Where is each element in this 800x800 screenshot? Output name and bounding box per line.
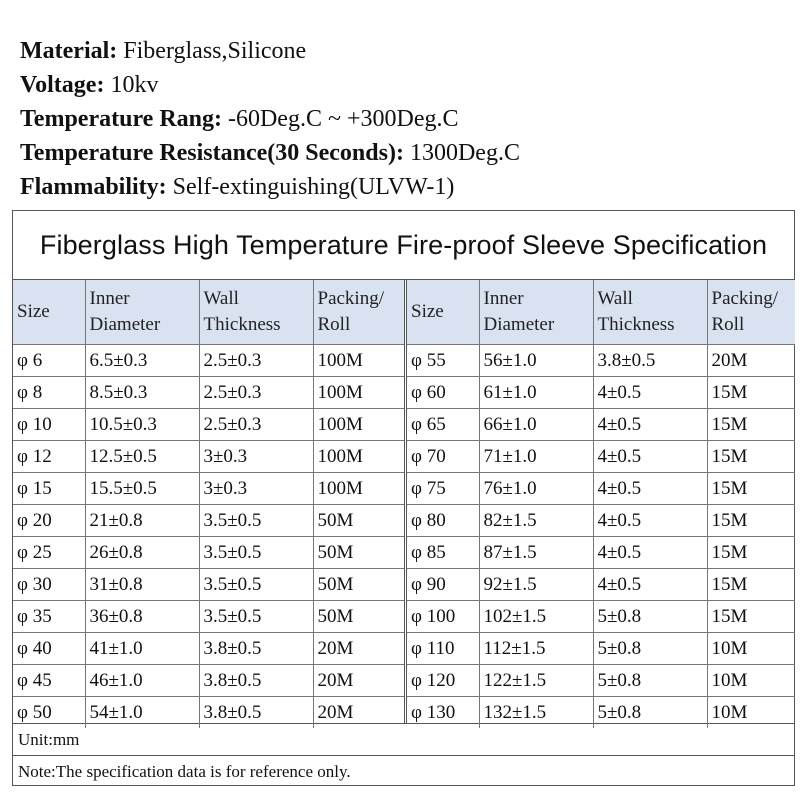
table-row [13,345,404,377]
cell-packing: 15M [707,505,795,537]
cell-inner-diameter: 82±1.5 [479,505,593,537]
left-table-body [13,345,404,729]
cell-packing: 20M [313,633,404,665]
cell-packing: 100M [313,473,404,505]
table-row [13,601,404,633]
cell-inner-diameter: 132±1.5 [479,697,593,729]
table-header-row [407,280,795,345]
table-row [407,377,795,409]
cell-packing: 50M [313,569,404,601]
table-header-row [13,280,404,345]
property-value: -60Deg.C ~ +300Deg.C [227,106,459,132]
cell-wall-thickness: 3±0.3 [199,473,313,505]
property-label: Temperature Resistance(30 Seconds): [20,140,404,166]
cell-packing: 15M [707,601,795,633]
header-line: Packing/ [711,288,778,309]
unit-note: Unit:mm [13,724,794,756]
cell-wall-thickness: 5±0.8 [593,633,707,665]
header-line: Diameter [89,314,161,335]
cell-size: φ 100 [407,601,479,633]
property-temperature-range [20,102,790,136]
cell-wall-thickness: 5±0.8 [593,665,707,697]
cell-wall-thickness: 4±0.5 [593,537,707,569]
header-wall-thickness [593,280,707,345]
cell-packing: 50M [313,505,404,537]
cell-inner-diameter: 61±1.0 [479,377,593,409]
cell-inner-diameter: 15.5±0.5 [85,473,199,505]
header-size [407,280,479,345]
cell-packing: 15M [707,441,795,473]
reference-note: Note:The specification data is for reference only. [18,762,351,781]
cell-wall-thickness: 3.5±0.5 [199,601,313,633]
cell-size: φ 130 [407,697,479,729]
cell-size: φ 8 [13,377,85,409]
header-line: Diameter [483,314,555,335]
table-row [13,505,404,537]
cell-wall-thickness: 3.5±0.5 [199,505,313,537]
table-row [407,665,795,697]
cell-wall-thickness: 4±0.5 [593,441,707,473]
cell-wall-thickness: 5±0.8 [593,697,707,729]
cell-packing: 20M [313,665,404,697]
cell-inner-diameter: 76±1.0 [479,473,593,505]
cell-wall-thickness: 3.5±0.5 [199,537,313,569]
cell-inner-diameter: 36±0.8 [85,601,199,633]
cell-inner-diameter: 41±1.0 [85,633,199,665]
cell-packing: 100M [313,377,404,409]
cell-inner-diameter: 21±0.8 [85,505,199,537]
cell-size: φ 65 [407,409,479,441]
cell-size: φ 6 [13,345,85,377]
cell-wall-thickness: 3.8±0.5 [199,697,313,729]
left-spec-table [13,280,404,728]
table-row [407,409,795,441]
cell-size: φ 55 [407,345,479,377]
specification-sheet [12,210,795,786]
header-packing-roll [707,280,795,345]
property-flammability [20,170,790,204]
header-size-label: Size [17,301,50,322]
header-inner-diameter [85,280,199,345]
cell-inner-diameter: 92±1.5 [479,569,593,601]
table-row [407,441,795,473]
cell-wall-thickness: 4±0.5 [593,377,707,409]
property-label: Voltage: [20,72,105,98]
header-line: Roll [317,314,351,335]
property-voltage [20,68,790,102]
cell-wall-thickness: 3.8±0.5 [593,345,707,377]
cell-size: φ 60 [407,377,479,409]
table-row [13,473,404,505]
cell-size: φ 50 [13,697,85,729]
cell-inner-diameter: 112±1.5 [479,633,593,665]
cell-inner-diameter: 54±1.0 [85,697,199,729]
cell-size: φ 80 [407,505,479,537]
cell-wall-thickness: 4±0.5 [593,473,707,505]
table-row [13,665,404,697]
header-line: Wall [203,288,239,309]
table-row [13,409,404,441]
specification-tables [13,280,794,724]
cell-packing: 20M [707,345,795,377]
cell-packing: 10M [707,665,795,697]
right-spec-table-panel [404,280,795,723]
header-wall-thickness [199,280,313,345]
cell-wall-thickness: 4±0.5 [593,505,707,537]
cell-packing: 10M [707,633,795,665]
table-row [407,473,795,505]
cell-packing: 50M [313,537,404,569]
cell-inner-diameter: 102±1.5 [479,601,593,633]
cell-packing: 100M [313,409,404,441]
cell-inner-diameter: 56±1.0 [479,345,593,377]
table-row [407,505,795,537]
property-value: Self-extinguishing(ULVW-1) [172,174,455,200]
table-row [407,697,795,729]
cell-packing: 100M [313,441,404,473]
cell-size: φ 15 [13,473,85,505]
table-row [13,377,404,409]
table-row [407,345,795,377]
cell-inner-diameter: 46±1.0 [85,665,199,697]
cell-packing: 15M [707,537,795,569]
property-temperature-resistance [20,136,790,170]
cell-size: φ 120 [407,665,479,697]
header-size [13,280,85,345]
table-row [13,537,404,569]
header-line: Packing/ [317,288,384,309]
header-line: Wall [597,288,633,309]
cell-packing: 100M [313,345,404,377]
property-label: Material: [20,38,118,64]
cell-size: φ 25 [13,537,85,569]
property-value: 1300Deg.C [409,140,520,166]
table-row [407,601,795,633]
cell-wall-thickness: 3.8±0.5 [199,665,313,697]
cell-packing: 15M [707,409,795,441]
cell-size: φ 20 [13,505,85,537]
cell-size: φ 90 [407,569,479,601]
table-row [13,633,404,665]
property-label: Temperature Rang: [20,106,222,132]
table-row [407,569,795,601]
cell-wall-thickness: 4±0.5 [593,569,707,601]
cell-packing: 20M [317,701,354,723]
right-spec-table [407,280,795,728]
cell-wall-thickness: 2.5±0.3 [199,345,313,377]
cell-packing: 50M [313,601,404,633]
left-spec-table-panel [13,280,404,723]
header-inner-diameter [479,280,593,345]
cell-inner-diameter: 6.5±0.3 [85,345,199,377]
cell-wall-thickness: 2.5±0.3 [199,377,313,409]
property-material [20,34,790,68]
cell-inner-diameter: 87±1.5 [479,537,593,569]
table-row [13,569,404,601]
cell-inner-diameter: 71±1.0 [479,441,593,473]
cell-wall-thickness: 3.8±0.5 [199,633,313,665]
cell-inner-diameter: 8.5±0.3 [85,377,199,409]
cell-packing: 15M [707,569,795,601]
table-row [407,537,795,569]
cell-size: φ 35 [13,601,85,633]
cell-size: φ 75 [407,473,479,505]
property-label: Flammability: [20,174,167,200]
header-size-label: Size [411,301,444,322]
header-packing-roll [313,280,404,345]
cell-wall-thickness: 5±0.8 [593,601,707,633]
cell-size: φ 12 [13,441,85,473]
cell-size: φ 10 [13,409,85,441]
table-row [407,633,795,665]
cell-wall-thickness: 4±0.5 [593,409,707,441]
properties-list [20,34,790,204]
cell-inner-diameter: 26±0.8 [85,537,199,569]
header-line: Inner [89,288,130,309]
header-line: Roll [711,314,745,335]
header-line: Thickness [203,314,281,335]
cell-packing: 15M [707,377,795,409]
cell-inner-diameter: 12.5±0.5 [85,441,199,473]
cell-size: φ 45 [13,665,85,697]
cell-size: φ 70 [407,441,479,473]
property-value: Fiberglass,Silicone [123,38,307,64]
cell-inner-diameter: 66±1.0 [479,409,593,441]
cell-inner-diameter: 31±0.8 [85,569,199,601]
cell-inner-diameter: 10.5±0.3 [85,409,199,441]
header-line: Thickness [597,314,675,335]
cell-size: φ 110 [407,633,479,665]
cell-wall-thickness: 3.5±0.5 [199,569,313,601]
cell-wall-thickness: 2.5±0.3 [199,409,313,441]
cell-size: φ 85 [407,537,479,569]
cell-packing: 10M [711,701,748,723]
cell-size: φ 40 [13,633,85,665]
cell-wall-thickness: 3±0.3 [199,441,313,473]
property-value: 10kv [110,72,159,98]
specification-title: Fiberglass High Temperature Fire-proof Sleeve Specification [13,211,794,280]
cell-size: φ 30 [13,569,85,601]
right-table-body [407,345,795,729]
cell-inner-diameter: 122±1.5 [479,665,593,697]
table-row [13,441,404,473]
header-line: Inner [483,288,524,309]
cell-packing: 15M [707,473,795,505]
